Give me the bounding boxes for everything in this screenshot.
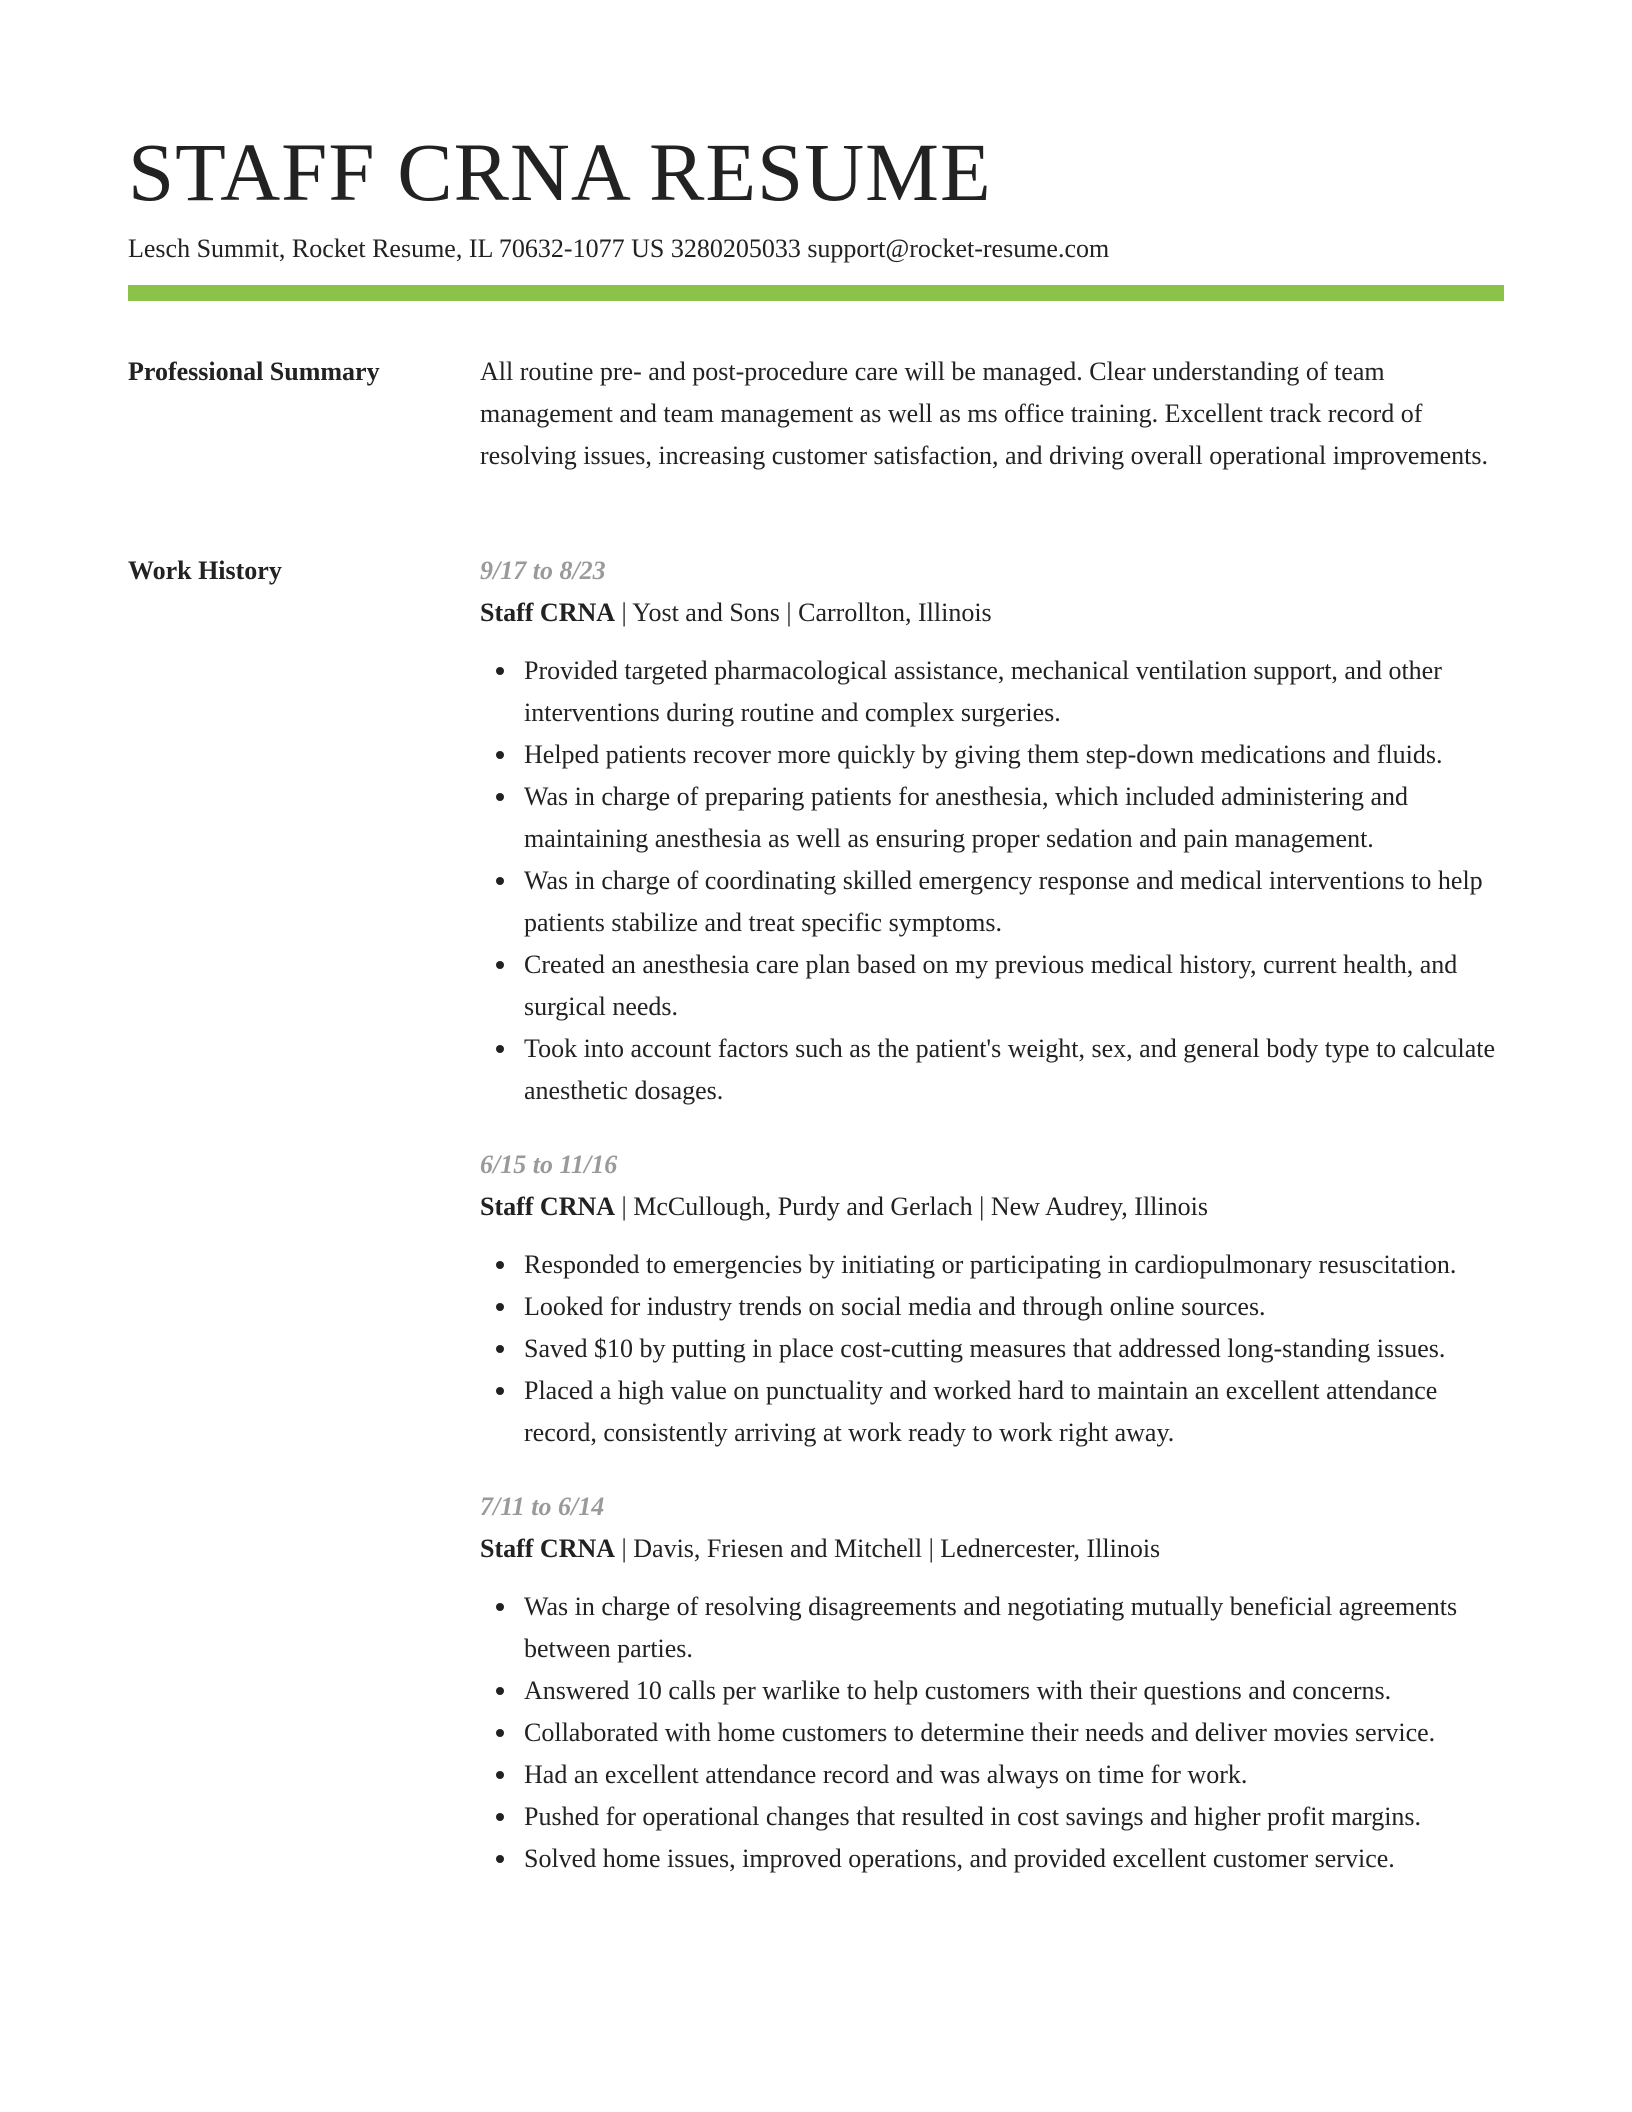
job-bullet: Solved home issues, improved operations, and provided excellent customer service. bbox=[524, 1838, 1504, 1880]
job-bullet: Collaborated with home customers to determine their needs and deliver movies service. bbox=[524, 1712, 1504, 1754]
job-entry bbox=[480, 550, 1504, 1112]
professional-summary-body bbox=[480, 351, 1504, 477]
professional-summary-text: All routine pre- and post-procedure care will be managed. Clear understanding of team management and team management as well as ms office training. Excellent track record of resolving issues, increasing customer satisfaction, and driving overall operational improvements. bbox=[480, 357, 1488, 470]
job-company-location: | Davis, Friesen and Mitchell | Lednercester, Illinois bbox=[615, 1534, 1161, 1563]
job-title: Staff CRNA bbox=[480, 1534, 616, 1563]
professional-summary-label: Professional Summary bbox=[128, 357, 380, 386]
job-bullet: Was in charge of resolving disagreements and negotiating mutually beneficial agreements between parties. bbox=[524, 1586, 1504, 1670]
job-bullet: Looked for industry trends on social media and through online sources. bbox=[524, 1286, 1504, 1328]
work-history-label: Work History bbox=[128, 556, 282, 585]
work-history-body bbox=[480, 550, 1504, 1912]
job-entry bbox=[480, 1486, 1504, 1880]
job-bullet: Answered 10 calls per warlike to help customers with their questions and concerns. bbox=[524, 1670, 1504, 1712]
job-bullet: Took into account factors such as the patient's weight, sex, and general body type to calculate anesthetic dosages. bbox=[524, 1028, 1504, 1112]
job-bullet: Created an anesthesia care plan based on my previous medical history, current health, and surgical needs. bbox=[524, 944, 1504, 1028]
resume-title: STAFF CRNA RESUME bbox=[128, 126, 992, 218]
job-bullet: Was in charge of coordinating skilled emergency response and medical interventions to help patients stabilize and treat specific symptoms. bbox=[524, 860, 1504, 944]
job-dates: 9/17 to 8/23 bbox=[480, 556, 606, 585]
job-bullet: Placed a high value on punctuality and worked hard to maintain an excellent attendance record, consistently arriving at work ready to work right away. bbox=[524, 1370, 1504, 1454]
job-entry bbox=[480, 1144, 1504, 1454]
job-bullet: Saved $10 by putting in place cost-cutting measures that addressed long-standing issues. bbox=[524, 1328, 1504, 1370]
job-bullet-list bbox=[480, 650, 1504, 1112]
job-heading bbox=[480, 1186, 1504, 1228]
job-heading bbox=[480, 592, 1504, 634]
job-bullet: Had an excellent attendance record and was always on time for work. bbox=[524, 1754, 1504, 1796]
job-heading bbox=[480, 1528, 1504, 1570]
job-title: Staff CRNA bbox=[480, 1192, 616, 1221]
contact-line: Lesch Summit, Rocket Resume, IL 70632-1077 US 3280205033 support@rocket-resume.com bbox=[128, 234, 1110, 263]
job-title: Staff CRNA bbox=[480, 598, 616, 627]
header-divider bbox=[128, 285, 1504, 301]
job-dates: 7/11 to 6/14 bbox=[480, 1492, 605, 1521]
job-bullet: Provided targeted pharmacological assistance, mechanical ventilation support, and other interventions during routine and complex surgeries. bbox=[524, 650, 1504, 734]
job-bullet-list bbox=[480, 1244, 1504, 1454]
job-bullet: Pushed for operational changes that resulted in cost savings and higher profit margins. bbox=[524, 1796, 1504, 1838]
job-bullet: Helped patients recover more quickly by giving them step-down medications and fluids. bbox=[524, 734, 1504, 776]
job-bullet: Was in charge of preparing patients for anesthesia, which included administering and maintaining anesthesia as well as ensuring proper sedation and pain management. bbox=[524, 776, 1504, 860]
job-company-location: | McCullough, Purdy and Gerlach | New Audrey, Illinois bbox=[615, 1192, 1208, 1221]
job-bullet-list bbox=[480, 1586, 1504, 1880]
job-dates: 6/15 to 11/16 bbox=[480, 1150, 618, 1179]
job-bullet: Responded to emergencies by initiating or participating in cardiopulmonary resuscitation. bbox=[524, 1244, 1504, 1286]
job-company-location: | Yost and Sons | Carrollton, Illinois bbox=[615, 598, 992, 627]
